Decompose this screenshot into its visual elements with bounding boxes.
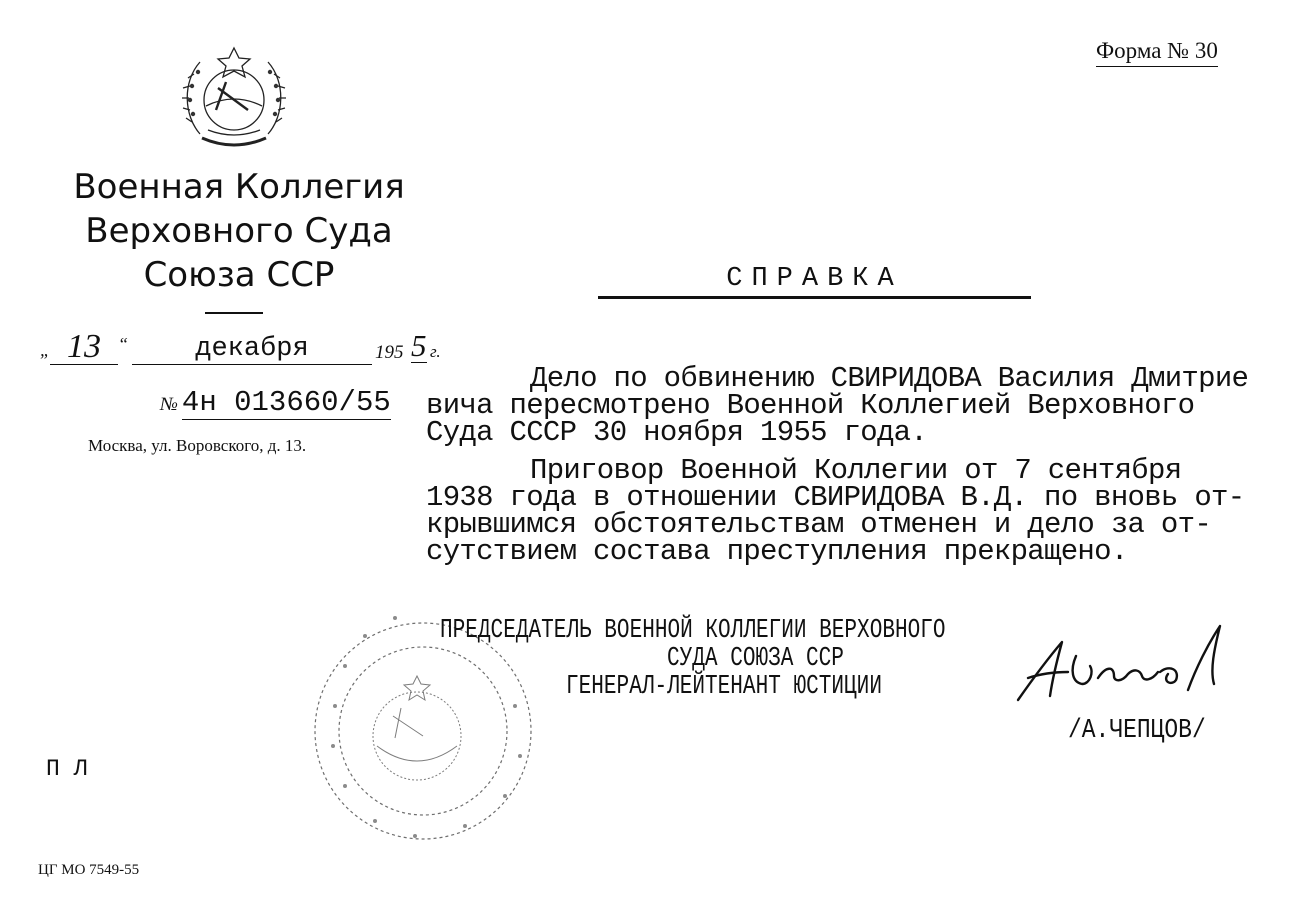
- issuing-organization: [50, 165, 428, 297]
- body-line: вича пересмотрено Военной Коллегией Верховного: [426, 389, 1195, 422]
- body-line: 1938 года в отношении СВИРИДОВА В.Д. по вновь от-: [426, 481, 1245, 514]
- date-year-suffix: г.: [430, 342, 441, 361]
- handwritten-signature-icon: [1010, 620, 1230, 710]
- body-line: Суда СССР 30 ноября 1955 года.: [426, 416, 928, 449]
- body-line: Дело по обвинению СВИРИДОВА Василия Дмитрие: [530, 362, 1249, 395]
- org-line-2: Верховного Суда: [85, 211, 393, 251]
- number-value: 4н 013660/55: [181, 386, 391, 419]
- document-title: СПРАВКА: [598, 264, 1031, 299]
- body-line: Приговор Военной Коллегии от 7 сентября: [530, 454, 1182, 487]
- number-sign: №: [160, 394, 178, 415]
- org-divider: [205, 312, 263, 314]
- form-number: Форма № 30: [1096, 38, 1218, 67]
- typist-initials: П Л: [46, 756, 88, 782]
- issue-date: [40, 328, 441, 370]
- body-line: крывшимся обстоятельствам отменен и дело за от-: [426, 508, 1212, 541]
- reference-number: [160, 386, 391, 419]
- close-quote: “: [118, 334, 129, 354]
- body-line: сутствием состава преступления прекращено.: [426, 535, 1128, 568]
- print-code: ЦГ МО 7549-55: [38, 862, 140, 878]
- org-line-3: Союза ССР: [143, 255, 335, 295]
- date-day: 13: [50, 330, 118, 365]
- open-quote: „: [40, 340, 51, 360]
- state-emblem-icon: [178, 42, 290, 154]
- signatory-title-line-3: ГЕНЕРАЛ-ЛЕЙТЕНАНТ ЮСТИЦИИ: [566, 672, 882, 702]
- signatory-title-line-2: СУДА СОЮЗА ССР: [667, 644, 844, 674]
- org-line-1: Военная Коллегия: [73, 167, 405, 207]
- date-year-prefix: 195: [375, 342, 404, 363]
- date-year-digit: 5: [411, 328, 427, 363]
- date-month: декабря: [132, 334, 372, 365]
- signatory-title-line-1: ПРЕДСЕДАТЕЛЬ ВОЕННОЙ КОЛЛЕГИИ ВЕРХОВНОГО: [440, 616, 946, 646]
- court-address: Москва, ул. Воровского, д. 13.: [88, 436, 307, 455]
- signatory-name: /А.ЧЕПЦОВ/: [1068, 716, 1206, 746]
- document-body: [426, 362, 1286, 568]
